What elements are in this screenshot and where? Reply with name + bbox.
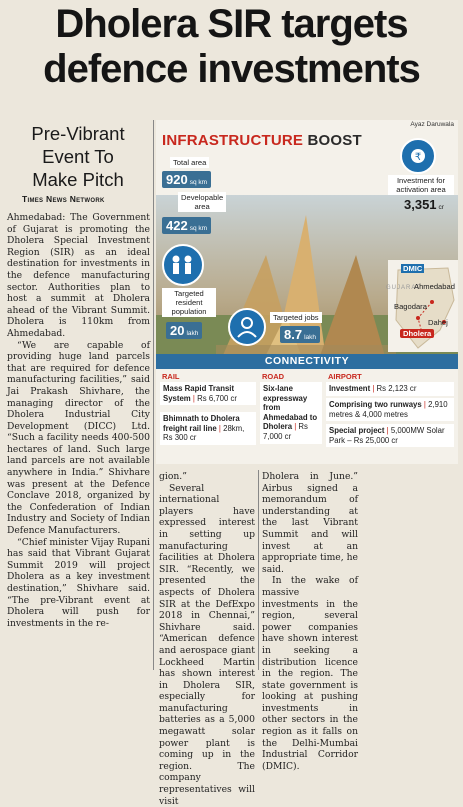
total-area-number: 920 (166, 172, 188, 187)
rail-item-2-value-2: Rs 300 cr (163, 433, 197, 443)
article-column-3 (262, 471, 358, 772)
svg-text:₹: ₹ (414, 152, 422, 163)
rail-item-2-title: Bhimnath to Dholera freight rail line (163, 414, 240, 433)
infographic-title-main: INFRASTRUCTURE (162, 132, 304, 149)
investment-label-line-2: activation area (396, 185, 446, 194)
population-number: 20 (170, 323, 185, 338)
airport-item-runways: Comprising two runways | 2,910 metres & 4,000 metres (326, 398, 454, 421)
coins-icon (402, 140, 434, 172)
road-item-1-value: Rs 7,000 cr (263, 422, 308, 441)
investment-label (388, 175, 454, 195)
developable-number: 422 (166, 218, 188, 233)
coins-icon-circle (400, 138, 436, 174)
developable-area-value (162, 217, 211, 234)
article-paragraph: “We are capable of providing huge land parcels that are required for defence manufacturing facilities,” said Jai Prakash Shivhare, the managing director of the Dholera Industrial City Development (DICC) Ltd. “Such a facility needs 400-500 hectares of land. Such large land parcels are not available anywhere in India.” Shivhare was present at the Defence Conclave 2018, organized by the Confederation of Indian Industry and Society of Indian Defence Manufacturers. (7, 339, 150, 537)
headline-line-1: Dholera SIR targets (55, 2, 408, 46)
jobs-icon-circle (228, 308, 266, 346)
road-item-expressway: Six-lane expressway from Ahmedabad to Dholera | Rs 7,000 cr (260, 382, 322, 444)
developable-label-line-2: area (194, 202, 210, 211)
population-unit: lakh (186, 330, 199, 337)
map-label-gujarat: GUJARAT (386, 285, 421, 291)
byline (22, 194, 105, 204)
headline (0, 2, 463, 92)
airport-item-solar: Special project | 5,000MW Solar Park – Rs 25,000 cr (326, 424, 454, 447)
airport-item-3-value-2: Solar Park – Rs 25,000 cr (329, 426, 445, 445)
map-label-bagodara: Bagodara (394, 302, 427, 311)
article-paragraph: Ahmedabad: The Government of Gujarat is promoting the Dholera Special Investment Region (SIR) as an ideal destination for investments in the defence manufacturing sector. Authorities plan to host a summit at Dholera ahead of the Vibrant Summit. Dholera is 110km from Ahmedabad. (7, 212, 150, 339)
article-paragraph: gion.” (159, 471, 187, 482)
kicker-line-1: Pre-Vibrant (31, 123, 125, 144)
article-paragraph: Several international players have expressed interest in setting up manufacturing facilities at Dholera SIR. “Recently, we presented the aspects of Dholera SIR at the DefExpo 2018 in Chennai,” Shivhare said. “American defence and aerospace giant Lockheed Martin has shown interest in Dholera SIR, especially for manufacturing batteries as a 5,000 megawatt solar power plant is coming up in the region. The company representatives will visit (159, 482, 255, 807)
population-label-line-1: Targeted (174, 289, 204, 298)
investment-number: 3,351 (404, 197, 437, 212)
column-divider (258, 470, 259, 670)
airport-item-2-title: Comprising two runways (329, 400, 422, 409)
article-column-1 (7, 212, 150, 629)
map-label-ahmedabad: Ahmedabad (414, 282, 455, 291)
jobs-value (280, 326, 320, 343)
article-paragraph: In the wake of massive investments in the region, several power companies have shown interest in seeking a distribution licence in the region. The state government is looking at pushing investments in other sectors in the region as it falls on the Delhi-Mumbai Industrial Corridor (DMIC). (262, 575, 358, 772)
rail-item-freight: Bhimnath to Dholera freight rail line | 28km, Rs 300 cr (160, 412, 256, 445)
rail-item-2-value: 28km, (223, 423, 245, 433)
airport-item-3-title: Special project (329, 426, 385, 435)
article-column-2 (159, 471, 255, 807)
airport-item-2-value: 2,910 metres & 4,000 metres (329, 400, 448, 419)
jobs-unit: lakh (304, 334, 317, 341)
population-label-line-2: resident (175, 298, 203, 307)
graphic-credit: Ayaz Daruwala (410, 121, 454, 128)
article-paragraph: “Chief minister Vijay Rupani has said that Vibrant Gujarat Summit 2019 will project Dholera as a key investment destination,” Shivhare said. “The pre-Vibrant event at Dholera will push for investments in the re- (7, 536, 150, 629)
developable-area-label (178, 192, 226, 212)
developable-unit: sq km (189, 225, 208, 232)
rail-label: RAIL (162, 372, 180, 381)
road-item-1-title: Six-lane expressway from Ahmedabad to Dholera (263, 384, 318, 432)
column-divider (153, 120, 154, 670)
workers-icon (230, 310, 264, 344)
total-area-label: Total area (170, 157, 209, 168)
airport-item-1-value: Rs 2,123 cr (376, 384, 417, 393)
rail-item-1-value: Rs 6,700 cr (197, 393, 237, 403)
map-label-dahej: Dahej (428, 318, 448, 327)
airport-item-investment: Investment | Rs 2,123 cr (326, 382, 454, 396)
jobs-label: Targeted jobs (270, 312, 322, 323)
infographic-title (162, 132, 362, 149)
kicker (8, 122, 148, 191)
people-icon (164, 246, 202, 284)
investment-label-line-1: Investment for (396, 176, 446, 185)
airport-item-3-value: 5,000MW (390, 426, 425, 435)
total-area-value (162, 171, 211, 188)
connectivity-header: CONNECTIVITY (156, 354, 458, 369)
population-label-line-3: population (171, 307, 207, 316)
jobs-number: 8.7 (284, 327, 303, 342)
map-label-dholera: Dholera (400, 329, 434, 338)
road-label: ROAD (262, 372, 285, 381)
population-label (162, 288, 216, 317)
total-area-unit: sq km (189, 179, 208, 186)
infographic-title-accent: BOOST (307, 132, 362, 149)
kicker-line-2: Event To (42, 146, 114, 167)
people-icon-circle (162, 244, 204, 286)
rail-item-1-title: Mass Rapid Transit System (163, 384, 235, 403)
investment-value (400, 196, 448, 213)
investment-unit: cr (438, 204, 444, 211)
rail-item-mrts: Mass Rapid Transit System | Rs 6,700 cr (160, 382, 256, 405)
article-paragraph: Dholera in June.” Airbus signed a memorandum of understanding at the last Vibrant Summit and will invest at an appropriate time, he said. (262, 471, 358, 575)
infographic (156, 120, 458, 464)
map-label-dmic: DMIC (403, 264, 423, 273)
airport-label: AIRPORT (328, 372, 362, 381)
kicker-line-3: Make Pitch (32, 169, 124, 190)
byline-text: Times News Network (22, 194, 105, 204)
headline-line-2: defence investments (43, 47, 420, 91)
population-value (166, 322, 202, 339)
airport-item-1-title: Investment (329, 384, 371, 393)
developable-label-line-1: Developable (181, 193, 224, 202)
